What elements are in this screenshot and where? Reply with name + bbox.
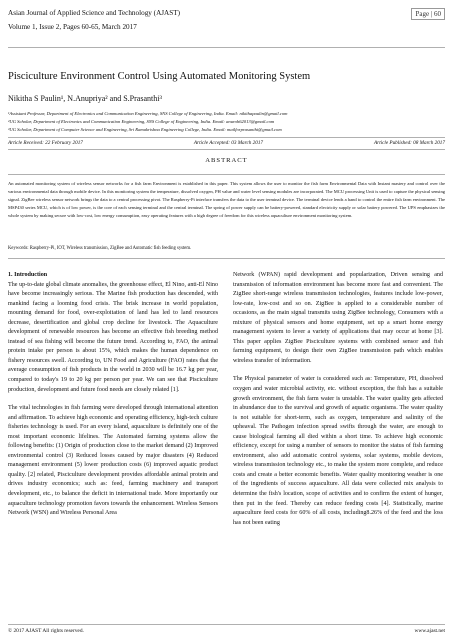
affiliation-1: ¹Assistant Professor, Department of Electronics and Communication Engineering, SNS College of Engineering, India. Email: nikithapaulin@gmail.com xyxy=(8,111,288,116)
footer-rule xyxy=(8,624,445,625)
journal-url[interactable]: www.ajast.net xyxy=(414,628,445,634)
abstract-text: An automated monitoring system of wireless sensor networks for a fish farm Environment is established in this paper. This system allows the user to monitor the fish farm Environmental Data with Instant mastery and control over the various environmental data through mobile device. In this monitoring system the temperature, dissolved oxygen, PH value and water level sensing modules are incorporated. The MCU processing Unit is used to capture the physical sensing signal. ZigBee wireless sensor network brings the data to a central processing pivot. The Raspberry-Pi interface transfers the data to the user terminal device. The terminal device lends a hand to control the entire fish farm environment. The MSP430 series MCU, which is of low power, is the core of each sensing terminal and the central terminal. The spring of power supply can be battery-powered, standard electricity supply or solar battery powered. The UPS emphasizes the whole system by making secure with low-cost, low energy consumption, easy operating features with a high degree of freedom for this wireless aquaculture environment monitoring system. xyxy=(8,181,445,218)
keywords: Keywords: Raspberry-Pi, IOT, Wireless transmission, ZigBee and Automatic fish feeding system. xyxy=(8,246,192,251)
affiliations xyxy=(8,110,445,135)
body-paragraph: Network (WPAN) rapid development and popularization, Driven sensing and transmission of information environment has become more fast and convenient. The ZigBee short-range wireless transmission technologies, features include low-power, low-rate, low-cost and so on. ZigBee is applied to a considerable number of occasions, as the main signal transmits using ZigBee technology, Consumers with a mixture of physical sensors and home equipment, set up a smart home energy management system to lever a variety of applications that may occur at home [3]. This paper applies ZigBee Pisciculture systems with combined sensor and fish farming equipment, to design their own ZigBee transmission path which enables wireless transfer of information. xyxy=(233,272,443,364)
journal-header xyxy=(8,6,180,34)
section-heading: 1. Introduction xyxy=(8,272,48,278)
accepted-date: Article Accepted: 03 March 2017 xyxy=(193,140,264,146)
abstract-heading: ABSTRACT xyxy=(205,157,248,164)
right-column xyxy=(233,271,443,537)
received-date: Article Received: 22 February 2017 xyxy=(8,140,83,146)
dates-rule-bottom xyxy=(8,149,445,150)
left-column xyxy=(8,271,218,528)
body-paragraph: The up-to-date global climate anomalies, the greenhouse effect, El Nino, anti-El Nino have become increasingly serious. The Marine fish production has descended, with mankind facing a looming food crisis. The brisk increase in world population, mounting demand for food, over-exploitation of land has led to land resources decrease, desertification and global crop decline for livestock. The Aquaculture development of renewable resources has become an effective fish breeding method instead of sea fishing will become the future trend. According to, FAO, the animal protein intake per person is about 15%, which makes the human dependence on fishery resources swell. According to, UN Food and Agriculture (FAO) rates that the average consumption of fish products in the world in 2030 will be 16.7 kg per year, compared to today's 19 to 20 kg per person per year. We can see that Pisciculture production, development and future food needs are closely related [1]. xyxy=(8,281,218,393)
journal-name: Asian Journal of Applied Science and Technology (AJAST) xyxy=(8,9,181,17)
paper-title: Pisciculture Environment Control Using Automated Monitoring System xyxy=(8,71,311,82)
affiliation-2: ²UG Scholar, Department of Electronics and Communication Engineering, SNS College of Engineering, India. Email: anuroh62013@gmail.com xyxy=(8,119,275,125)
copyright: © 2017 AJAST All rights reserved. xyxy=(8,628,84,634)
affiliation-3: ³UG Scholar, Department of Computer Science and Engineering, Sri Ramakrishna Engineering College, India. Email: mailforprasanthi@gmail.com xyxy=(8,127,282,133)
page-footer xyxy=(8,628,445,634)
journal-volume: Volume 1, Issue 2, Pages 60-65, March 2017 xyxy=(8,23,137,31)
abstract-rule-bottom xyxy=(8,258,445,259)
paper-authors: Nikitha S Paulin¹, N.Anupriya² and S.Prasanthi³ xyxy=(8,94,162,103)
page-number: Page | 60 xyxy=(411,8,445,20)
header-rule xyxy=(8,47,445,48)
body-paragraph: The vital technologies in fish farming were developed through international attention and affirmation. To achieve high economic and operating efficiency, high-tech culture fisheries technology is used. For an every island, aquaculture is definitely one of the most important economic lifelines. The Automated farming systems allow the following benefits: (1) Origin of production close to the market demand (2) Improved environmental control (3) Reduced losses caused by major disasters (4) Reduced management environment (5) lower production costs (6) improved aquatic product quality. [2] related, Pisciculture development provides affordable animal protein and drives industry economics; such as: feed, farming machinery and transport development, etc., to balance the deficit in international trade. More importantly our aquaculture technology promotion favors towards the enhancement. Wireless Sensors Network (WSN) and Wireless Personal Area xyxy=(8,405,218,517)
abstract-rule-top xyxy=(8,174,445,175)
article-dates xyxy=(8,140,445,146)
dates-rule-top xyxy=(8,137,445,138)
published-date: Article Published: 08 March 2017 xyxy=(374,140,445,146)
body-paragraph: The Physical parameter of water is considered such as: Temperature, PH, dissolved oxygen and water microbial activity, etc. without exception, the fish has a suitable growth environment, the fish farm water is unstable. The water quality gets affected in abundance due to the survival and growth of aquatic organisms. The water quality is not suitable for short-term, such as oxygen, temperature and salinity of the upheaval. The Pathogen infection spread swifts through the water, are enough to cause biological farming all died within a short time. To achieve high economic efficiency, except for using a number of sensors to monitor the status of fish farming environment, also add automatic control systems, solar systems, mobile devices, wireless transmission technology etc., to make the system more complete, and reduce costs and create a better economic benefits. Water quality monitoring weather is one of the ingredients of success aquaculture. All data were collected mix analysis to determine the fish's location, scope of activities and to confirm the extent of hunger, then put in the feed. Thereby can reduce feeding costs [4]. Statistically, marine aquaculture feed costs for 60% of all costs, including8.26% of the feed and the loss has not been eating xyxy=(233,376,443,526)
